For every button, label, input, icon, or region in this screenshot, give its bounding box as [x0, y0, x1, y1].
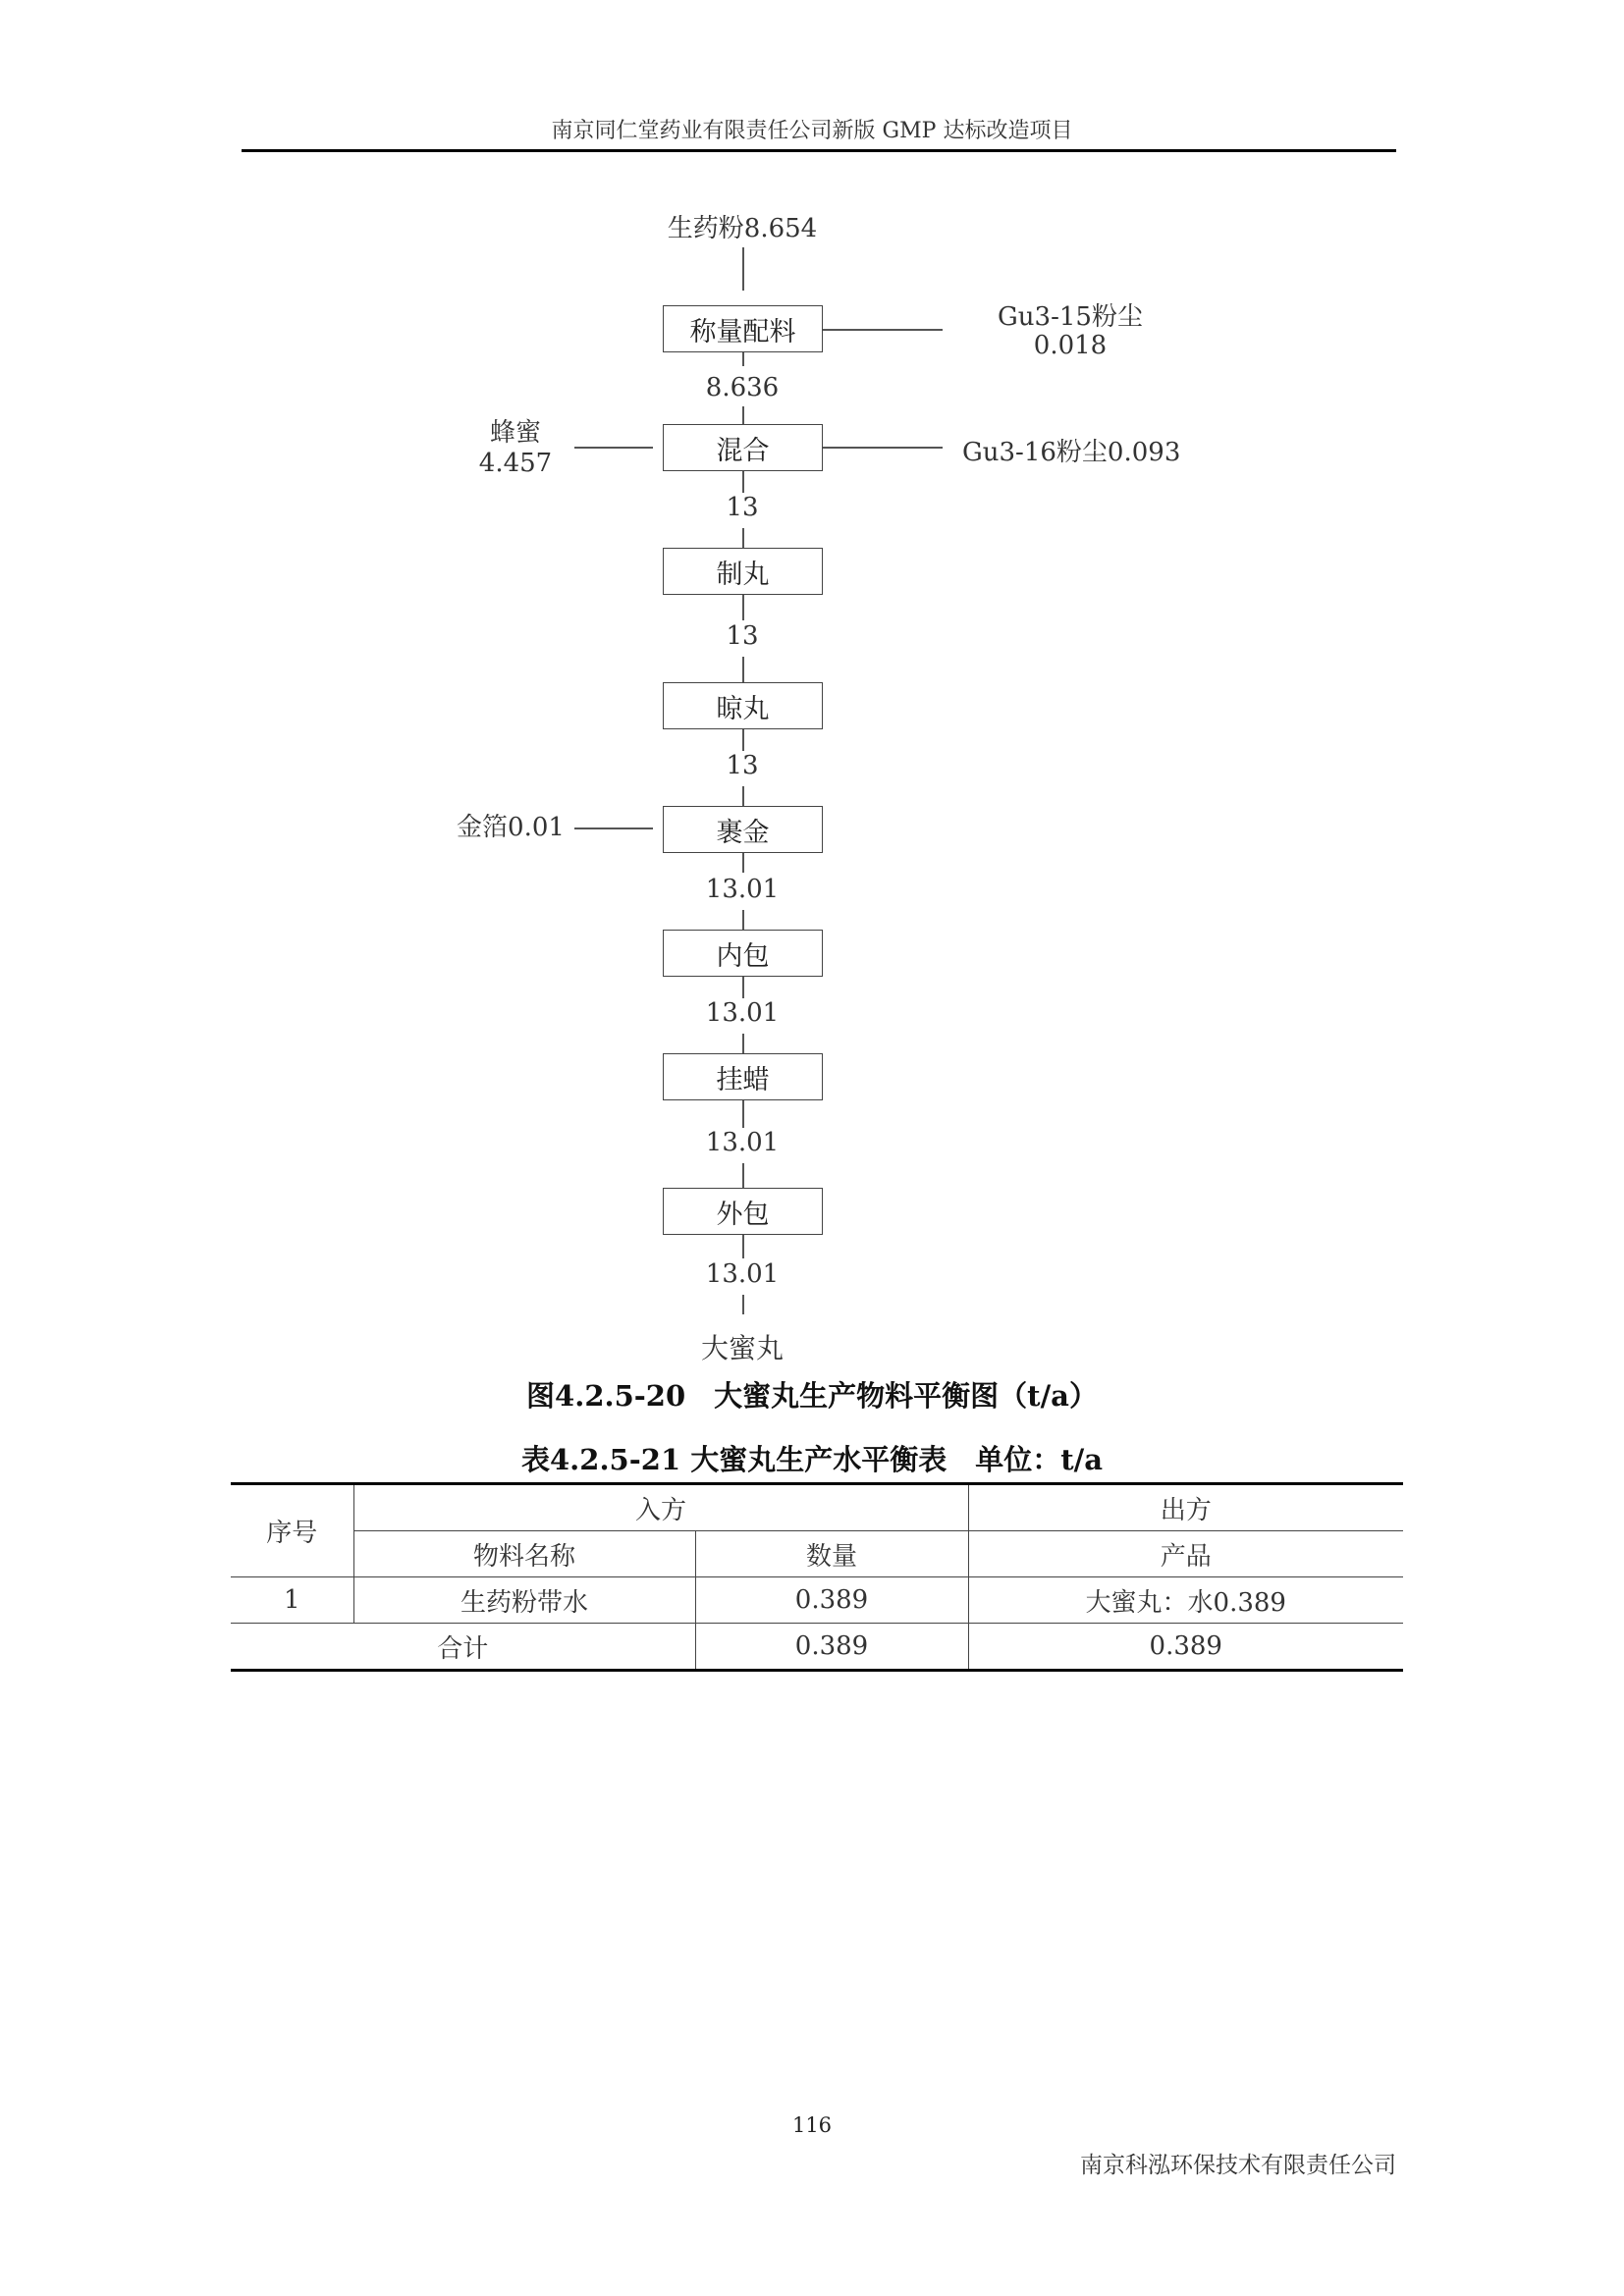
header-rule — [242, 149, 1396, 152]
table-caption: 表4.2.5-21 大蜜丸生产水平衡表 单位：t/a — [521, 1443, 1103, 1476]
flow-value: 13 — [726, 751, 759, 780]
page-header: 南京同仁堂药业有限责任公司新版 GMP 达标改造项目 — [551, 119, 1073, 143]
flow-value: 13.01 — [705, 1259, 780, 1289]
page-number: 116 — [791, 2113, 833, 2137]
honey-line — [574, 447, 653, 449]
flow-line — [742, 1100, 744, 1128]
flow-line — [742, 1235, 744, 1258]
flow-line — [742, 352, 744, 366]
flow-value: 13 — [726, 493, 759, 522]
flow-line — [742, 853, 744, 873]
table-row — [231, 1577, 1403, 1624]
header-input: 入方 — [353, 1484, 968, 1531]
flow-line — [742, 977, 744, 998]
header-output: 出方 — [968, 1484, 1403, 1531]
gold-foil-input: 金箔0.01 — [457, 813, 565, 842]
flow-line — [742, 406, 744, 424]
final-product: 大蜜丸 — [700, 1332, 784, 1364]
honey-input-value: 4.457 — [478, 449, 553, 478]
flow-line — [742, 595, 744, 620]
flow-value: 13.01 — [705, 1128, 780, 1157]
input-raw-powder: 生药粉8.654 — [667, 214, 818, 243]
cell-quantity: 0.389 — [695, 1577, 968, 1624]
step-outer-packing: 外包 — [663, 1188, 823, 1235]
flow-line — [742, 247, 744, 291]
flow-value: 8.636 — [705, 373, 780, 402]
flow-line — [742, 1295, 744, 1314]
cell-total-out: 0.389 — [968, 1624, 1403, 1671]
header-material: 物料名称 — [353, 1531, 695, 1577]
dust-output-1-name: Gu3-15粉尘 — [998, 302, 1143, 332]
flow-line — [742, 471, 744, 493]
step-gold-coating: 裹金 — [663, 806, 823, 853]
flow-line — [742, 528, 744, 548]
table-total-row — [231, 1624, 1403, 1671]
cell-product: 大蜜丸：水0.389 — [968, 1577, 1403, 1624]
step-weighing: 称量配料 — [663, 305, 823, 352]
header-product: 产品 — [968, 1531, 1403, 1577]
step-drying: 晾丸 — [663, 682, 823, 729]
flow-line — [742, 729, 744, 751]
step-pill-making: 制丸 — [663, 548, 823, 595]
flow-line — [742, 1034, 744, 1053]
cell-total-in: 0.389 — [695, 1624, 968, 1671]
flow-line — [742, 657, 744, 682]
flow-line — [742, 1163, 744, 1188]
dust-output-2: Gu3-16粉尘0.093 — [962, 438, 1181, 467]
dust-line-2 — [823, 447, 943, 449]
flow-value: 13.01 — [705, 998, 780, 1028]
water-balance-table — [231, 1482, 1403, 1672]
header-seq: 序号 — [231, 1484, 353, 1577]
gold-foil-line — [574, 828, 653, 829]
flow-line — [742, 786, 744, 806]
flow-value: 13.01 — [705, 875, 780, 904]
header-quantity: 数量 — [695, 1531, 968, 1577]
dust-output-1-value: 0.018 — [1033, 331, 1108, 360]
dust-line-1 — [823, 329, 943, 331]
cell-total-label: 合计 — [231, 1624, 695, 1671]
flow-value: 13 — [726, 621, 759, 651]
step-waxing: 挂蜡 — [663, 1053, 823, 1100]
figure-caption: 图4.2.5-20 大蜜丸生产物料平衡图（t/a） — [526, 1379, 1098, 1413]
honey-input-name: 蜂蜜 — [489, 418, 541, 448]
cell-seq: 1 — [231, 1577, 353, 1624]
step-mixing: 混合 — [663, 424, 823, 471]
page-footer: 南京科泓环保技术有限责任公司 — [1080, 2153, 1396, 2178]
step-inner-packing: 内包 — [663, 930, 823, 977]
flow-line — [742, 910, 744, 930]
cell-material: 生药粉带水 — [353, 1577, 695, 1624]
